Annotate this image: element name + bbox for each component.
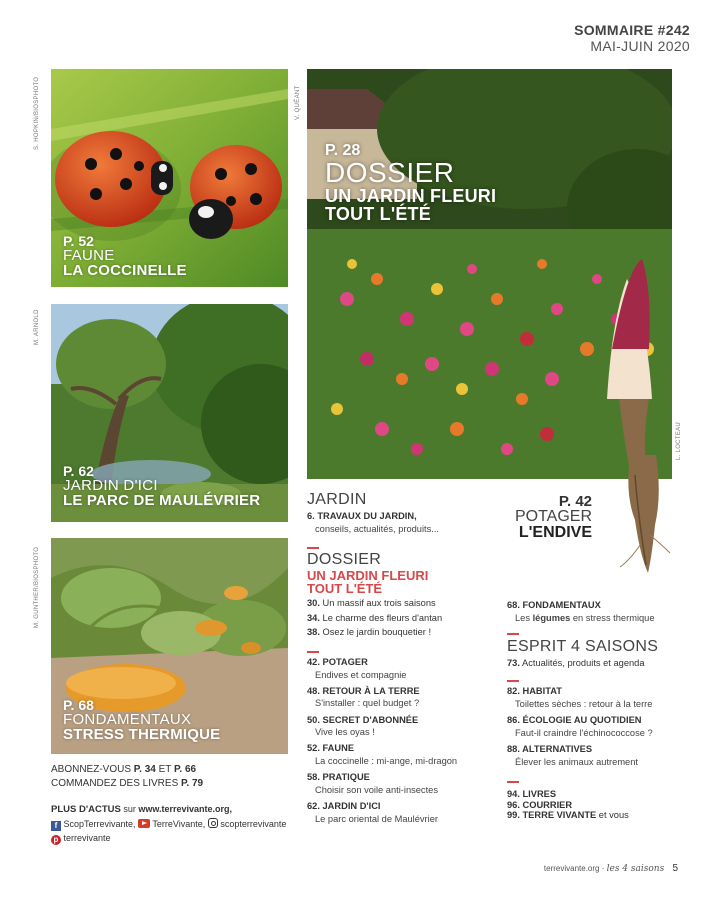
toc-dossier	[307, 551, 442, 638]
dossier-page: P. 28	[325, 142, 361, 159]
squash-photo[interactable]	[51, 538, 288, 754]
toc-entry[interactable]	[307, 657, 457, 686]
toc-item-num: 30.	[307, 598, 320, 608]
toc-bottom-list	[507, 789, 629, 821]
squash-title: STRESS THERMIQUE	[63, 726, 221, 743]
park-title: LE PARC DE MAULÉVRIER	[63, 492, 261, 509]
toc-fondamentaux[interactable]	[507, 600, 655, 623]
toc-right-list	[507, 686, 653, 773]
toc-entry-title: 68. FONDAMENTAUX	[507, 600, 601, 610]
photo-credit-ladybug: S. HOPKIN/BIOSPHOTO	[34, 76, 40, 150]
endive-title: L'ENDIVE	[518, 524, 592, 541]
toc-entry[interactable]	[307, 715, 457, 744]
divider	[307, 651, 319, 653]
toc-entry[interactable]	[307, 743, 457, 772]
toc-jardin	[307, 491, 439, 534]
footer-site[interactable]: terrevivante.org	[543, 864, 600, 873]
toc-dossier-item-2[interactable]	[307, 613, 442, 624]
park-category: JARDIN D'ICI	[63, 477, 158, 494]
toc-entry-title: 62. JARDIN D'ICI	[307, 800, 381, 811]
endive-category: POTAGER	[514, 508, 592, 525]
toc-entry-terre-vivante[interactable]	[507, 810, 629, 821]
toc-sub-part: en stress thermique	[570, 612, 655, 623]
toc-esprit	[507, 638, 658, 669]
toc-entry-title: 86. ÉCOLOGIE AU QUOTIDIEN	[507, 715, 642, 725]
toc-item-text: Actualités, produits et agenda	[519, 658, 645, 668]
toc-entry-title: 99. TERRE VIVANTE	[507, 810, 597, 821]
toc-entry[interactable]	[507, 744, 653, 773]
toc-dossier-title-1: UN JARDIN FLEURI	[307, 568, 429, 583]
endive-feature[interactable]	[515, 494, 592, 541]
youtube-link[interactable]: TerreVivante,	[152, 818, 206, 829]
toc-entry-title: 94. LIVRES	[507, 789, 557, 799]
toc-item-travaux[interactable]	[307, 511, 439, 522]
divider	[507, 781, 519, 783]
endive-image	[600, 395, 680, 575]
toc-item-text: Un massif aux trois saisons	[319, 598, 436, 608]
pinterest-line	[51, 832, 286, 846]
footer-sep: ·	[599, 864, 607, 873]
toc-esprit-heading: ESPRIT 4 SAISONS	[507, 638, 659, 655]
endive-page: P. 42	[558, 493, 592, 510]
order-books-text: COMMANDEZ DES LIVRES	[51, 778, 182, 789]
footer-magazine: les 4 saisons	[606, 864, 665, 874]
dossier-overlay	[325, 143, 496, 223]
social-links	[51, 818, 286, 832]
instagram-link[interactable]: scopterrevivante	[220, 818, 287, 829]
toc-entry-sub: Le parc oriental de Maulévrier	[315, 813, 438, 824]
toc-entry-livres[interactable]	[507, 789, 629, 800]
toc-item-num: 73.	[507, 658, 520, 668]
ladybug-title: LA COCCINELLE	[63, 262, 187, 279]
toc-entry-title: 58. PRATIQUE	[307, 772, 370, 783]
toc-entry[interactable]	[507, 686, 653, 715]
divider	[507, 633, 519, 635]
divider	[307, 547, 319, 549]
toc-left-list	[307, 657, 457, 830]
toc-entry-tail: et vous	[596, 810, 629, 821]
social-lead-line	[51, 803, 286, 818]
subscribe-page-2: P. 66	[174, 764, 197, 775]
facebook-link[interactable]: ScopTerrevivante,	[63, 818, 136, 829]
ladybug-photo[interactable]	[51, 69, 288, 287]
issue-date: MAI-JUIN 2020	[590, 38, 690, 54]
social-sur: sur	[120, 804, 139, 814]
subscribe-line[interactable]	[51, 763, 203, 777]
toc-entry-sub: Élever les animaux autrement	[515, 756, 638, 767]
toc-entry[interactable]	[307, 686, 457, 715]
toc-dossier-item-1[interactable]	[307, 598, 442, 609]
photo-credit-squash: M. GUNTHER/BIOSPHOTO	[34, 546, 40, 628]
toc-dossier-heading: DOSSIER	[307, 551, 382, 568]
toc-item-num: 34.	[307, 612, 320, 623]
toc-entry[interactable]	[507, 715, 653, 744]
website-link[interactable]: www.terrevivante.org,	[138, 804, 233, 814]
ladybug-overlay	[63, 234, 187, 278]
toc-entry-sub: Vive les oyas !	[315, 727, 375, 738]
toc-entry-title: 48. RETOUR À LA TERRE	[307, 685, 420, 696]
squash-page: P. 68	[63, 697, 94, 713]
dossier-title-1: UN JARDIN FLEURI	[325, 186, 497, 206]
toc-entry-sub: S'installer : quel budget ?	[315, 698, 420, 709]
page-number: 5	[672, 863, 678, 874]
social-block	[51, 803, 286, 846]
dossier-category: DOSSIER	[325, 157, 455, 188]
toc-item-travaux-label: 6. TRAVAUX DU JARDIN,	[307, 511, 417, 521]
dossier-title-2: TOUT L'ÉTÉ	[325, 204, 431, 224]
toc-esprit-item[interactable]	[507, 658, 658, 669]
toc-entry[interactable]	[307, 772, 457, 801]
divider	[507, 680, 519, 682]
toc-entry[interactable]	[307, 801, 457, 830]
toc-entry-title: 42. POTAGER	[307, 657, 368, 667]
toc-sub-part: Les	[515, 612, 533, 623]
youtube-icon[interactable]	[138, 819, 150, 828]
issue-number: SOMMAIRE #242	[574, 22, 690, 38]
squash-overlay	[63, 698, 220, 742]
toc-entry-courrier[interactable]	[507, 800, 629, 811]
park-overlay	[63, 464, 260, 508]
photo-credit-park: M. ARNOLD	[34, 309, 40, 345]
facebook-icon[interactable]: f	[51, 821, 61, 831]
subscribe-page-1: P. 34	[133, 764, 156, 775]
pinterest-icon[interactable]: p	[51, 835, 61, 845]
toc-jardin-heading: JARDIN	[307, 491, 367, 508]
toc-item-travaux-sub: conseils, actualités, produits...	[315, 523, 440, 534]
toc-dossier-title-2: TOUT L'ÉTÉ	[307, 581, 383, 596]
toc-entry-sub: La coccinelle : mi-ange, mi-dragon	[315, 756, 458, 767]
toc-entry-sub: Choisir son voile anti-insectes	[315, 784, 438, 795]
social-lead: PLUS D'ACTUS	[51, 804, 121, 815]
toc-entry-sub: Faut-il craindre l'échinococcose ?	[515, 727, 653, 738]
toc-entry-sub: Toilettes sèches : retour à la terre	[515, 698, 653, 709]
instagram-icon[interactable]	[208, 818, 218, 828]
order-books-page: P. 79	[181, 778, 204, 789]
ladybug-page: P. 52	[63, 233, 94, 249]
subscribe-block	[51, 763, 203, 791]
squash-category: FONDAMENTAUX	[63, 711, 192, 728]
toc-item-text: Osez le jardin bouquetier !	[319, 627, 432, 638]
toc-entry-title: 50. SECRET D'ABONNÉE	[307, 714, 419, 725]
subscribe-text: ABONNEZ-VOUS	[51, 764, 134, 775]
toc-entry-title: 96. COURRIER	[507, 799, 573, 810]
photo-credit-endive: L. LOCTEAU	[676, 421, 682, 460]
pinterest-link[interactable]: terrevivante	[63, 832, 111, 843]
subscribe-and: ET	[155, 764, 175, 775]
toc-dossier-item-3[interactable]	[307, 627, 442, 638]
order-books-line[interactable]	[51, 777, 203, 791]
toc-entry-title: 82. HABITAT	[507, 686, 562, 696]
park-page: P. 62	[63, 463, 94, 479]
toc-sub-bold: légumes	[532, 612, 571, 623]
toc-entry-title: 88. ALTERNATIVES	[507, 744, 593, 754]
toc-entry-sub	[515, 613, 655, 623]
photo-credit-garden: V. QUÉANT	[295, 85, 301, 120]
toc-item-text: Le charme des fleurs d'antan	[319, 612, 443, 623]
park-photo[interactable]	[51, 304, 288, 522]
toc-item-num: 38.	[307, 627, 320, 638]
issue-header	[574, 22, 690, 54]
toc-entry-title: 52. FAUNE	[307, 743, 355, 754]
toc-entry-sub: Endives et compagnie	[315, 669, 407, 680]
ladybug-category: FAUNE	[63, 247, 115, 264]
page-footer	[544, 863, 678, 874]
